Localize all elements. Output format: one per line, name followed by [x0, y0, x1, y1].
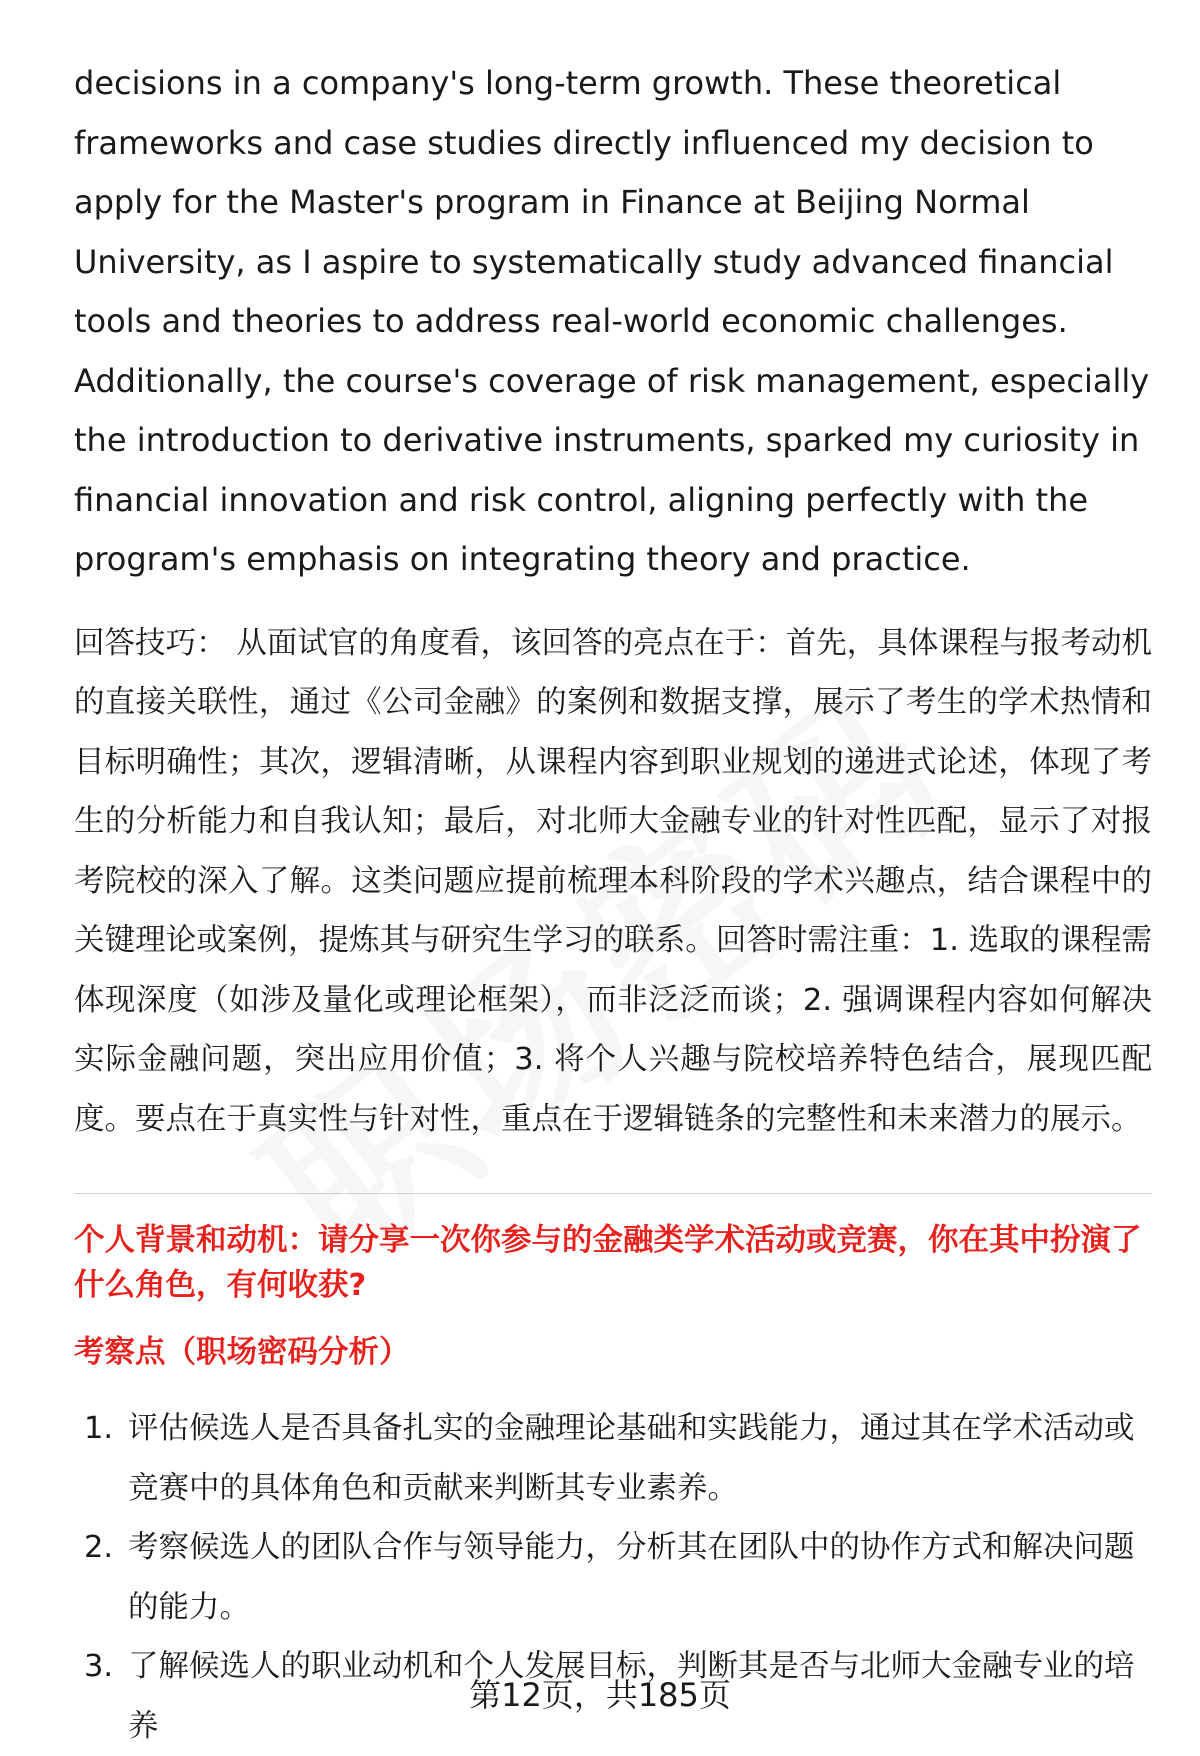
list-item-number: 3.: [84, 1649, 114, 1684]
list-item-text: 了解候选人的职业动机和个人发展目标，判断其是否与北师大金融专业的培养: [128, 1649, 1135, 1744]
list-item-number: 2.: [84, 1530, 114, 1565]
answer-tips-paragraph: 回答技巧： 从面试官的角度看，该回答的亮点在于：首先，具体课程与报考动机的直接关联性，通过《公司金融》的案例和数据支撑，展示了考生的学术热情和目标明确性；其次，逻辑清晰，从课程内容到职业规划的递进式论述，体现了考生的分析能力和自我认知；最后，对北师大金融专业的针对性匹配，显示了对报考院校的深入了解。这类问题应提前梳理本科阶段的学术兴趣点，结合课程中的关键理论或案例，提炼其与研究生学习的联系。回答时需注重：1. 选取的课程需体现深度（如涉及量化或理论框架），而非泛泛而谈；2. 强调课程内容如何解决实际金融问题，突出应用价值；3. 将个人兴趣与院校培养特色结合，展现匹配度。要点在于真实性与针对性，重点在于逻辑链条的完整性和未来潜力的展示。: [74, 625, 1152, 1137]
list-item: [74, 1518, 1152, 1637]
list-item-text: 考察候选人的团队合作与领导能力，分析其在团队中的协作方式和解决问题的能力。: [128, 1530, 1135, 1625]
question-heading: 个人背景和动机：请分享一次你参与的金融类学术活动或竞赛，你在其中扮演了什么角色，有何收获?: [74, 1223, 1142, 1303]
page-number-footer: 第12页，共185页: [469, 1676, 731, 1714]
list-item-text: 评估候选人是否具备扎实的金融理论基础和实践能力，通过其在学术活动或竞赛中的具体角色和贡献来判断其专业素养。: [128, 1411, 1135, 1506]
page-content: [74, 54, 1152, 1756]
list-item-number: 1.: [84, 1411, 114, 1446]
english-answer-paragraph: decisions in a company's long-term growth. These theoretical frameworks and case studies directly influenced my decision to apply for the Master's program in Finance at Beijing Normal University, as I aspire to systematically study advanced financial tools and theories to address real-world economic challenges. Additionally, the course's coverage of risk management, especially the introduction to derivative instruments, sparked my curiosity in financial innovation and risk control, aligning perfectly with the program's emphasis on integrating theory and practice.: [74, 64, 1150, 578]
assessment-points-heading: 考察点（职场密码分析）: [74, 1335, 410, 1370]
section-divider: [74, 1193, 1152, 1194]
list-item: [74, 1399, 1152, 1518]
